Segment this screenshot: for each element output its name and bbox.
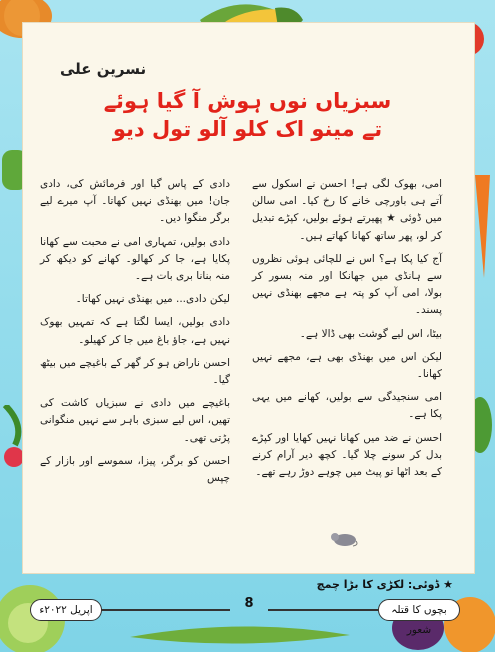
story-title-line-1: سبزیاں نوں ہوش آ گیا ہوئے xyxy=(103,89,392,113)
footer-rule xyxy=(100,609,230,611)
paragraph: بیٹا، اس لیے گوشت بھی ڈالا ہے۔ xyxy=(299,327,442,340)
text-column-left xyxy=(40,176,230,493)
page-footer xyxy=(30,596,465,636)
story-title-line-2: تے مینو اک کلو آلو تول دیو xyxy=(112,117,383,141)
footer-rule xyxy=(268,609,378,611)
paragraph: امی، بھوک لگی ہے! احسن نے اسکول سے آتے ہی باورچی خانے کا رخ کیا۔ امی سالن میں ڈوئی ★ پھیرتے ہوئے بولیں، کپڑے تبدیل کر لو، پھر ساتھ کھانا کھاتے ہیں۔ xyxy=(252,178,442,242)
text-column-right xyxy=(252,176,442,487)
paragraph: احسن کو برگر، پیزا، سموسے اور بازار کے چپس xyxy=(40,454,230,485)
paragraph: باغیچے میں دادی نے سبزیاں کاشت کی تھیں، اس لیے سبزی باہر سے نہیں منگوانی پڑتی تھی۔ xyxy=(40,397,230,444)
magazine-name: بچوں کا قتلہ شعور xyxy=(378,599,460,621)
footnote: ★ ڈوئی: لکڑی کا بڑا چمچ xyxy=(316,578,453,591)
paragraph: آج کیا پکا ہے؟ اس نے للچائی ہوئی نظروں سے ہانڈی میں جھانکا اور منہ بسور کر بولا، امی آپ کو پتہ ہے مجھے بھنڈی نہیں پسند۔ xyxy=(252,252,442,317)
paragraph: احسن نے ضد میں کھانا نہیں کھایا اور کپڑے بدل کر سونے چلا گیا۔ کچھ دیر آرام کرنے کے بعد اٹھا تو پیٹ میں چوہے دوڑ رہے تھے۔ xyxy=(252,431,442,479)
page-number: 8 xyxy=(244,596,254,611)
paragraph: لیکن اس میں بھنڈی بھی ہے، مجھے نہیں کھانا۔ xyxy=(252,350,442,381)
paragraph: امی سنجیدگی سے بولیں، کھانے میں یہی پکا ہے۔ xyxy=(252,391,442,421)
paragraph: لیکن دادی... میں بھنڈی نہیں کھاتا۔ xyxy=(75,293,230,306)
paragraph: دادی بولیں، ایسا لگتا ہے کہ تمہیں بھوک نہیں ہے، جاؤ باغ میں جا کر کھیلو۔ xyxy=(40,316,230,346)
okra-icon xyxy=(120,617,360,652)
paragraph: احسن ناراض ہو کر گھر کے باغیچے میں بیٹھ گیا۔ xyxy=(40,356,230,387)
paragraph: دادی بولیں، تمہاری امی نے محبت سے کھانا پکایا ہے، جا کر کھالو۔ کھانے کو دیکھ کر منہ بنانا بری بات ہے۔ xyxy=(40,235,230,283)
issue-date: اپریل ۲۰۲۲ء xyxy=(30,599,102,621)
paragraph: دادی کے پاس گیا اور فرمائش کی، دادی جان! میں بھنڈی نہیں کھاتا۔ آپ میرے لیے برگر منگوا دیں۔ xyxy=(40,178,230,225)
mouse-icon xyxy=(325,530,359,548)
author-name: نسرین علی xyxy=(60,60,147,78)
